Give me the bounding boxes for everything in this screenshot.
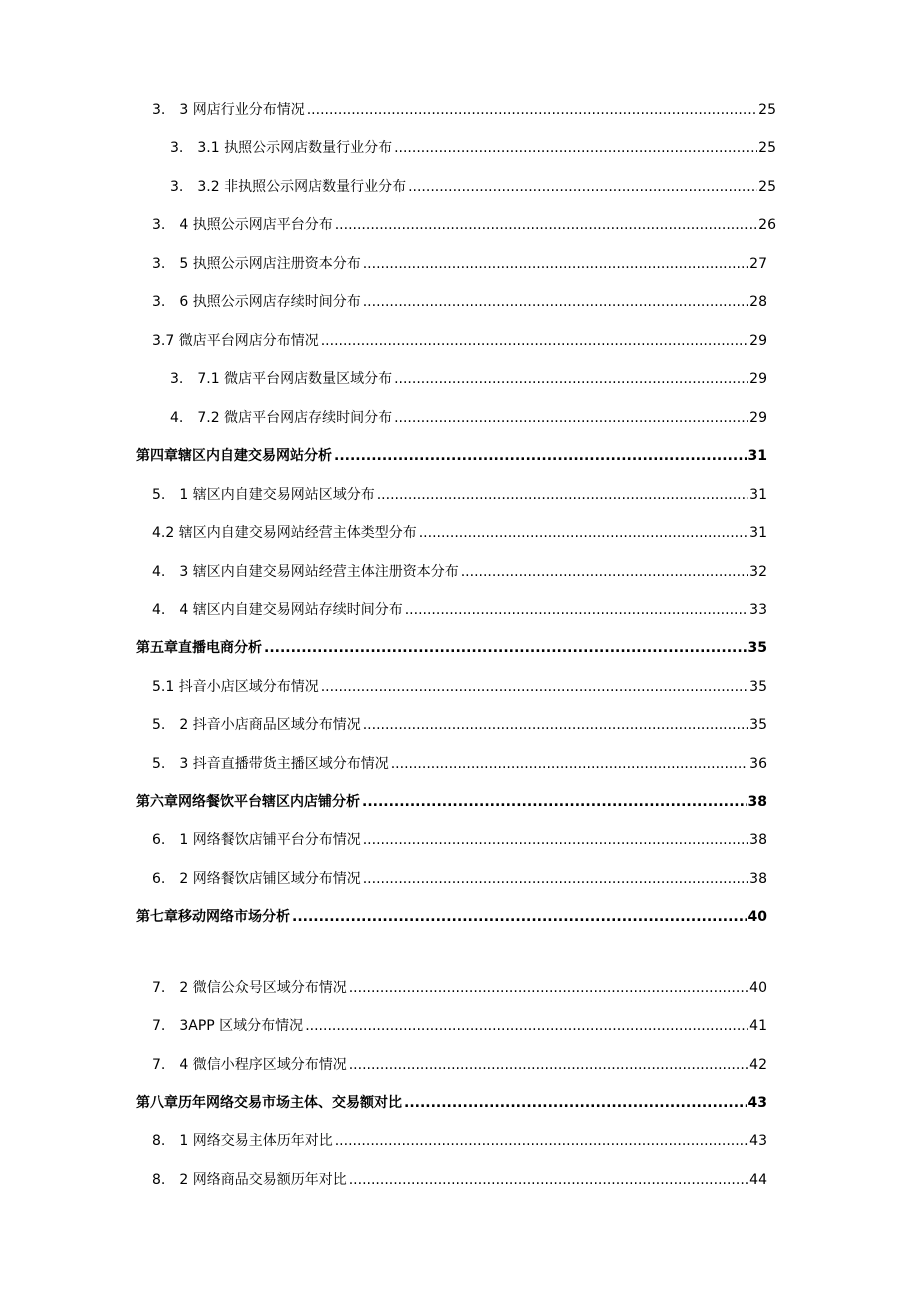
toc-entry[interactable] (170, 177, 776, 197)
toc-entry-title: 4. 7.2 微店平台网店存续时间分布 (170, 410, 393, 426)
toc-entry-title: 4. 4 辖区内自建交易网站存续时间分布 (152, 602, 403, 618)
toc-entry-title: 3. 5 执照公示网店注册资本分布 (152, 256, 361, 272)
toc-entry[interactable] (152, 215, 776, 235)
toc-entry[interactable] (152, 331, 767, 351)
toc-entry-title: 5. 1 辖区内自建交易网站区域分布 (152, 487, 375, 503)
toc-leader (391, 754, 748, 774)
toc-entry-title: 3. 3.1 执照公示网店数量行业分布 (170, 140, 393, 156)
toc-entry-page: 41 (749, 1018, 767, 1034)
toc-entry-title: 8. 2 网络商品交易额历年对比 (152, 1172, 347, 1188)
toc-entry-title: 4.2 辖区内自建交易网站经营主体类型分布 (152, 525, 417, 541)
toc-leader (307, 100, 757, 120)
toc-leader (334, 446, 747, 466)
toc-entry[interactable] (152, 677, 767, 697)
toc-entry-page: 35 (749, 679, 767, 695)
toc-leader (363, 292, 748, 312)
toc-entry-title: 第四章辖区内自建交易网站分析 (136, 448, 332, 464)
toc-entry-page: 38 (749, 832, 767, 848)
toc-entry[interactable] (152, 292, 767, 312)
toc-leader (362, 792, 747, 812)
toc-entry-page: 31 (749, 487, 767, 503)
toc-entry-page: 25 (758, 179, 776, 195)
toc-entry-title: 5. 2 抖音小店商品区域分布情况 (152, 717, 361, 733)
toc-entry[interactable] (170, 408, 767, 428)
toc-chapter[interactable] (136, 1093, 767, 1113)
toc-entry-title: 3. 3 网店行业分布情况 (152, 102, 305, 118)
toc-chapter[interactable] (136, 638, 767, 658)
toc-leader (363, 715, 748, 735)
toc-entry[interactable] (152, 485, 767, 505)
toc-entry-title: 5. 3 抖音直播带货主播区域分布情况 (152, 756, 389, 772)
toc-entry-page: 38 (747, 794, 767, 810)
toc-leader (461, 562, 748, 582)
toc-entry-title: 第七章移动网络市场分析 (136, 909, 290, 925)
toc-entry-page: 38 (749, 871, 767, 887)
toc-entry[interactable] (152, 869, 767, 889)
toc-entry-page: 25 (758, 102, 776, 118)
toc-entry-page: 32 (749, 564, 767, 580)
toc-leader (405, 600, 748, 620)
toc-entry-title: 6. 2 网络餐饮店铺区域分布情况 (152, 871, 361, 887)
toc-entry[interactable] (152, 830, 767, 850)
toc-entry-page: 33 (749, 602, 767, 618)
toc-entry-title: 3. 6 执照公示网店存续时间分布 (152, 294, 361, 310)
toc-entry-page: 35 (749, 717, 767, 733)
toc-chapter[interactable] (136, 446, 767, 466)
toc-entry-title: 7. 4 微信小程序区域分布情况 (152, 1057, 347, 1073)
toc-leader (419, 523, 748, 543)
toc-leader (305, 1016, 748, 1036)
toc-leader (321, 331, 748, 351)
toc-entry-page: 28 (749, 294, 767, 310)
toc-leader (349, 1170, 748, 1190)
toc-leader (335, 215, 757, 235)
toc-entry-title: 5.1 抖音小店区域分布情况 (152, 679, 319, 695)
toc-entry[interactable] (152, 1016, 767, 1036)
toc-leader (264, 638, 747, 658)
toc-entry-title: 第五章直播电商分析 (136, 640, 262, 656)
toc-entry-page: 29 (749, 410, 767, 426)
toc-entry[interactable] (152, 523, 767, 543)
toc-leader (292, 907, 747, 927)
toc-entry-page: 31 (749, 525, 767, 541)
toc-leader (349, 978, 748, 998)
toc-entry[interactable] (170, 369, 767, 389)
toc-leader (363, 830, 748, 850)
toc-entry-title: 4. 3 辖区内自建交易网站经营主体注册资本分布 (152, 564, 459, 580)
toc-entry-page: 31 (747, 448, 767, 464)
toc-entry-title: 3. 4 执照公示网店平台分布 (152, 217, 333, 233)
toc-entry-page: 26 (758, 217, 776, 233)
toc-entry[interactable] (152, 754, 767, 774)
toc-entry[interactable] (152, 1131, 767, 1151)
toc-entry-title: 7. 3APP 区域分布情况 (152, 1018, 304, 1034)
toc-leader (394, 408, 748, 428)
toc-entry-page: 42 (749, 1057, 767, 1073)
toc-entry-page: 35 (747, 640, 767, 656)
toc-entry[interactable] (152, 100, 776, 120)
toc-leader (363, 869, 748, 889)
toc-leader (335, 1131, 748, 1151)
toc-entry[interactable] (152, 562, 767, 582)
toc-entry[interactable] (170, 138, 776, 158)
toc-entry[interactable] (152, 600, 767, 620)
toc-leader (349, 1055, 748, 1075)
toc-entry[interactable] (152, 978, 767, 998)
toc-entry-title: 3. 7.1 微店平台网店数量区域分布 (170, 371, 393, 387)
toc-entry-page: 29 (749, 371, 767, 387)
toc-leader (394, 138, 757, 158)
toc-entry-title: 3.7 微店平台网店分布情况 (152, 333, 319, 349)
toc-leader (321, 677, 748, 697)
toc-leader (377, 485, 748, 505)
toc-chapter[interactable] (136, 907, 767, 927)
toc-entry-page: 40 (747, 909, 767, 925)
toc-entry-title: 6. 1 网络餐饮店铺平台分布情况 (152, 832, 361, 848)
toc-entry-page: 43 (747, 1095, 767, 1111)
toc-entry-page: 44 (749, 1172, 767, 1188)
toc-entry-page: 25 (758, 140, 776, 156)
toc-entry-page: 27 (749, 256, 767, 272)
toc-leader (394, 369, 748, 389)
toc-entry[interactable] (152, 1055, 767, 1075)
toc-entry-page: 40 (749, 980, 767, 996)
toc-entry-page: 29 (749, 333, 767, 349)
toc-entry[interactable] (152, 254, 767, 274)
toc-entry-page: 43 (749, 1133, 767, 1149)
toc-entry-title: 第六章网络餐饮平台辖区内店铺分析 (136, 794, 360, 810)
toc-entry-title: 3. 3.2 非执照公示网店数量行业分布 (170, 179, 407, 195)
toc-entry-title: 7. 2 微信公众号区域分布情况 (152, 980, 347, 996)
toc-entry[interactable] (152, 1170, 767, 1190)
toc-leader (404, 1093, 747, 1113)
toc-entry-page: 36 (749, 756, 767, 772)
toc-leader (408, 177, 757, 197)
toc-entry-title: 第八章历年网络交易市场主体、交易额对比 (136, 1095, 402, 1111)
toc-entry[interactable] (152, 715, 767, 735)
toc-leader (363, 254, 748, 274)
toc-chapter[interactable] (136, 792, 767, 812)
toc-entry-title: 8. 1 网络交易主体历年对比 (152, 1133, 333, 1149)
